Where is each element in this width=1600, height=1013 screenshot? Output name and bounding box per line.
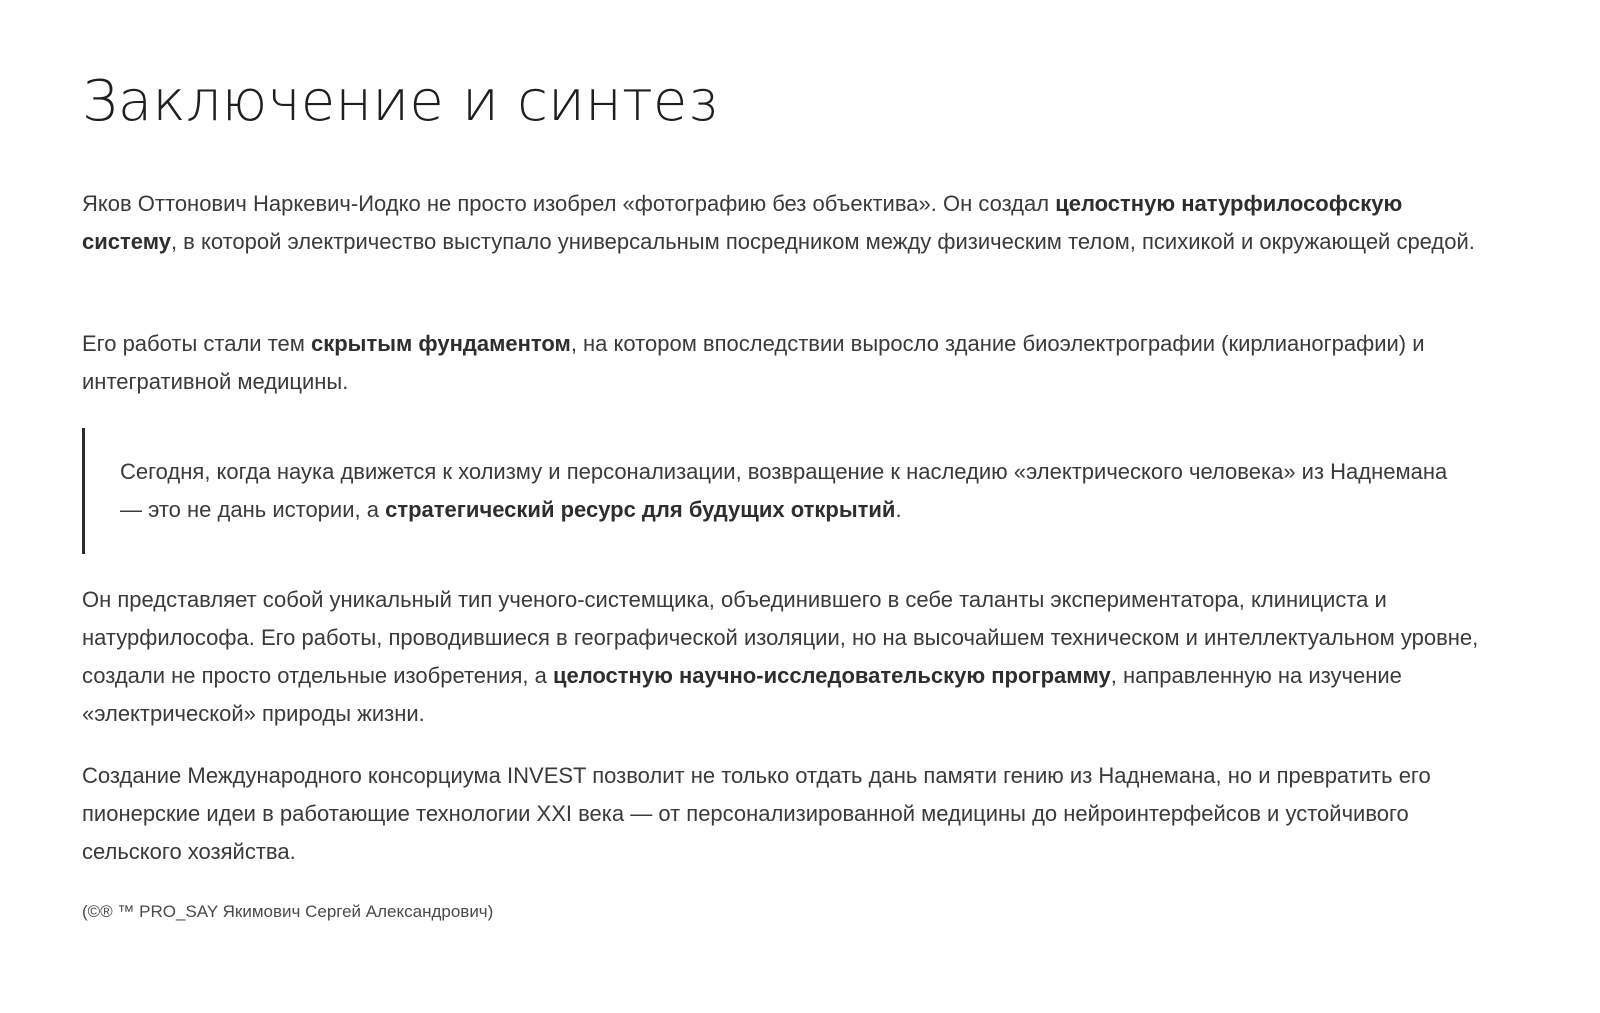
quote-text: Сегодня, когда наука движется к холизму и персонализации, возвращение к наследию «электрического человека» из Наднемана — это не дань истории, а [120,459,1448,522]
paragraph-text: , на котором впоследствии выросло здание биоэлектрографии (кирлианографии) и интегративной медицины. [82,331,1425,394]
blockquote [82,428,1464,554]
blockquote-text [120,453,1466,529]
page-title: Заключение и синтез [82,69,719,134]
paragraph-text: , в которой электричество выступало универсальным посредником между физическим телом, психикой и окружающей средой. [170,229,1475,254]
bold-phrase: целостную натурфилософскую систему [82,191,1403,254]
paragraph-scientist [82,581,1502,733]
paragraph-text: Создание Международного консорциума INVEST позволит не только отдать дань памяти гению из Наднемана, но и превратить его пионерские идеи в работающие технологии XXI века — от персонализированной медицины до нейроинтерфейсов и устойчивого сельского хозяйства. [82,763,1431,864]
paragraph-foundation [82,325,1502,401]
paragraph-intro [82,185,1502,261]
paragraph-text: Он представляет собой уникальный тип ученого-системщика, объединившего в себе таланты экспериментатора, клинициста и натурфилософа. Его работы, проводившиеся в географической изоляции, но на высочайшем техническом и интеллектуальном уровне, создали не просто отдельные изобретения, а [82,587,1479,688]
bold-phrase: стратегический ресурс для будущих открытий [385,497,896,522]
paragraph-consortium [82,757,1502,871]
paragraph-text: , направленную на изучение «электрической» природы жизни. [82,663,1402,726]
bold-phrase: скрытым фундаментом [311,331,571,356]
author-credit: (©® ™ PRO_SAY Якимович Сергей Александрович) [82,902,494,921]
paragraph-text: Яков Оттонович Наркевич-Иодко не просто изобрел «фотографию без объектива». Он создал [82,191,1056,216]
bold-phrase: целостную научно-исследовательскую программу [552,663,1111,688]
paragraph-text: Его работы стали тем [82,331,311,356]
quote-text: . [895,497,902,522]
